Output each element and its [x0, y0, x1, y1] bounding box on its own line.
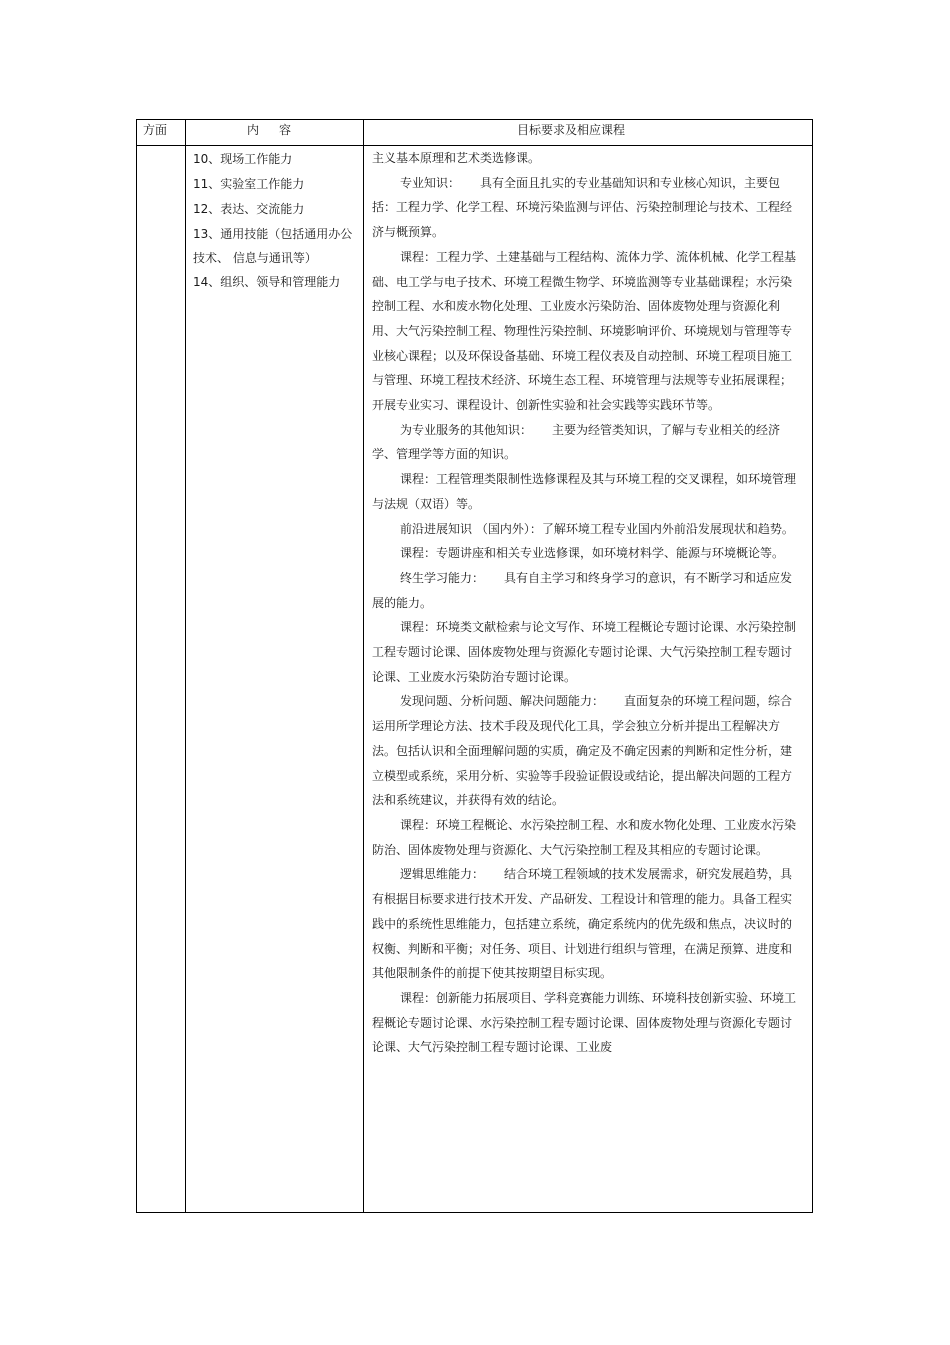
goal-paragraph — [372, 517, 797, 542]
paragraph-lead: 课程： — [400, 620, 437, 635]
paragraph-lead: 终生学习能力： — [400, 570, 485, 585]
goal-paragraph — [372, 986, 797, 1060]
goal-paragraph — [372, 541, 797, 566]
paragraph-text: 创新能力拓展项目、学科竞赛能力训练、环境科技创新实验、环境工程概论专题讨论课、水污染控制工程专题讨论课、固体废物处理与资源化专题讨论课、大气污染控制工程专题讨论课、工业废 — [372, 990, 797, 1055]
header-content-part: 容 — [279, 123, 294, 137]
paragraph-lead: 课程： — [400, 249, 437, 264]
content-item: 11、实验室工作能力 — [193, 177, 305, 191]
content-item: 12、表达、交流能力 — [193, 202, 305, 216]
paragraph-text: 了解环境工程专业国内外前沿发展现状和趋势。 — [541, 521, 794, 536]
goal-paragraph — [372, 467, 797, 516]
paragraph-text: 主义基本原理和艺术类选修课。 — [372, 151, 541, 165]
table-header-row — [137, 120, 812, 146]
paragraph-lead: 专业知识： — [400, 175, 461, 190]
paragraph-text: 结合环境工程领域的技术发展需求，研究发展趋势，具有根据目标要求进行技术开发、产品研发、工程设计和管理的能力。具备工程实践中的系统性思维能力，包括建立系统，确定系统内的优先级和焦点，决议时的权衡、判断和平衡；对任务、项目、计划进行组织与管理，在满足预算、进度和其他限制条件的前提下使其按期望目标实现。 — [372, 867, 793, 981]
goal-paragraph — [372, 615, 797, 689]
goal-paragraph — [372, 813, 797, 862]
goal-paragraph — [372, 146, 797, 171]
paragraph-text: 具有全面且扎实的专业基础知识和专业核心知识，主要包括：工程力学、化学工程、环境污染监测与评估、污染控制理论与技术、工程经济与概预算。 — [372, 175, 793, 240]
paragraph-lead: 逻辑思维能力： — [400, 867, 485, 882]
content-item: 10、现场工作能力 — [193, 152, 293, 166]
goal-paragraph — [372, 418, 797, 467]
goal-column — [372, 146, 797, 1060]
paragraph-lead: 为专业服务的其他知识： — [400, 422, 533, 437]
paragraph-text: 环境类文献检索与论文写作、环境工程概论专题讨论课、水污染控制工程专题讨论课、固体废物处理与资源化专题讨论课、大气污染控制工程专题讨论课、工业废水污染防治专题讨论课。 — [372, 620, 797, 684]
goal-paragraph — [372, 245, 797, 418]
paragraph-text: 专题讲座和相关专业选修课，如环境材料学、能源与环境概论等。 — [436, 546, 785, 561]
column-divider — [363, 120, 364, 1212]
paragraph-lead: 发现问题、分析问题、解决问题能力： — [400, 694, 605, 709]
paragraph-lead: 课程： — [400, 990, 437, 1005]
content-column — [193, 147, 355, 294]
goal-paragraph — [372, 171, 797, 245]
goal-paragraph — [372, 566, 797, 615]
paragraph-lead: 前沿进展知识 （国内外）： — [400, 521, 542, 536]
content-item: 13、通用技能（包括通用办公技术、 信息与通讯等） — [193, 227, 353, 265]
goal-paragraph — [372, 862, 797, 986]
goal-paragraph — [372, 689, 797, 813]
header-content-part: 内 — [247, 123, 262, 137]
paragraph-lead: 课程： — [400, 546, 437, 561]
column-divider — [185, 120, 186, 1212]
header-goal: 目标要求及相应课程 — [517, 123, 626, 137]
paragraph-lead: 课程： — [400, 472, 437, 487]
content-item: 14、组织、领导和管理能力 — [193, 275, 341, 289]
document-table — [136, 119, 813, 1213]
paragraph-text: 直面复杂的环境工程问题，综合运用所学理论方法、技术手段及现代化工具，学会独立分析并提出工程解决方法。包括认识和全面理解问题的实质，确定及不确定因素的判断和定性分析，建立模型或系统，采用分析、实验等手段验证假设或结论，提出解决问题的工程方法和系统建议，并获得有效的结论。 — [372, 694, 793, 808]
paragraph-lead: 课程： — [400, 817, 437, 832]
paragraph-text: 环境工程概论、水污染控制工程、水和废水物化处理、工业废水污染防治、固体废物处理与资源化、大气污染控制工程及其相应的专题讨论课。 — [372, 817, 797, 857]
paragraph-text: 工程力学、土建基础与工程结构、流体力学、流体机械、化学工程基础、电工学与电子技术、环境工程微生物学、环境监测等专业基础课程；水污染控制工程、水和废水物化处理、工业废水污染防治、固体废物处理与资源化利用、大气污染控制工程、物理性污染控制、环境影响评价、环境规划与管理等专业核心课程；以及环保设备基础、环境工程仪表及自动控制、环境工程项目施工与管理、环境工程技术经济、环境生态工程、环境管理与法规等专业拓展课程；开展专业实习、课程设计、创新性实验和社会实践等实践环节等。 — [372, 249, 797, 413]
paragraph-text: 主要为经管类知识，了解与专业相关的经济学、管理学等方面的知识。 — [372, 422, 781, 462]
header-content — [247, 120, 293, 145]
header-aspect: 方面 — [143, 123, 168, 137]
paragraph-text: 具有自主学习和终身学习的意识，有不断学习和适应发展的能力。 — [372, 570, 793, 610]
paragraph-text: 工程管理类限制性选修课程及其与环境工程的交叉课程，如环境管理与法规（双语）等。 — [372, 472, 797, 511]
